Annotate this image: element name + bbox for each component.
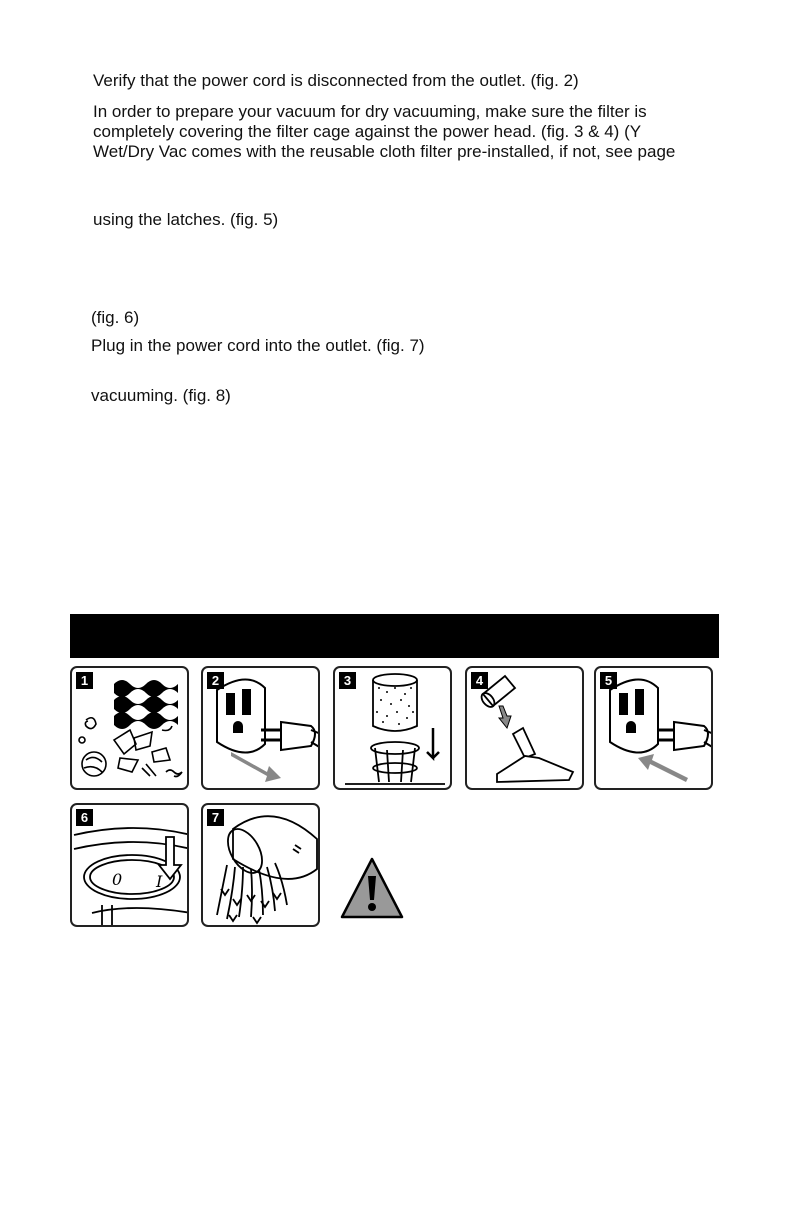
figure-panel-7 <box>201 803 320 927</box>
figure-number: 4 <box>471 672 488 689</box>
figure-panel-1 <box>70 666 189 790</box>
instruction-line: vacuuming. (fig. 8) <box>91 386 231 405</box>
figure-number: 7 <box>207 809 224 826</box>
figure-panel-6 <box>70 803 189 927</box>
instruction-line: Wet/Dry Vac comes with the reusable cloth filter pre-installed, if not, see page <box>93 142 676 161</box>
figure-panel-2 <box>201 666 320 790</box>
figure-panel-4 <box>465 666 584 790</box>
figure-panel-5 <box>594 666 713 790</box>
figure-number: 2 <box>207 672 224 689</box>
svg-text:I: I <box>156 872 163 891</box>
instruction-line: (fig. 6) <box>91 308 140 327</box>
section-header-bar <box>70 614 719 658</box>
figure-number: 6 <box>76 809 93 826</box>
instruction-line: Verify that the power cord is disconnected from the outlet. (fig. 2) <box>93 71 579 90</box>
figure-number: 5 <box>600 672 617 689</box>
svg-text:0: 0 <box>112 870 123 889</box>
figure-panel-3 <box>333 666 452 790</box>
instruction-line: Plug in the power cord into the outlet. (fig. 7) <box>91 336 425 355</box>
figure-number: 1 <box>76 672 93 689</box>
instruction-line: In order to prepare your vacuum for dry vacuuming, make sure the filter is <box>93 102 647 121</box>
figure-number: 3 <box>339 672 356 689</box>
instruction-line: completely covering the filter cage against the power head. (fig. 3 & 4) (Y <box>93 122 642 141</box>
warning-triangle-icon <box>339 856 405 920</box>
instruction-line: using the latches. (fig. 5) <box>93 210 279 229</box>
